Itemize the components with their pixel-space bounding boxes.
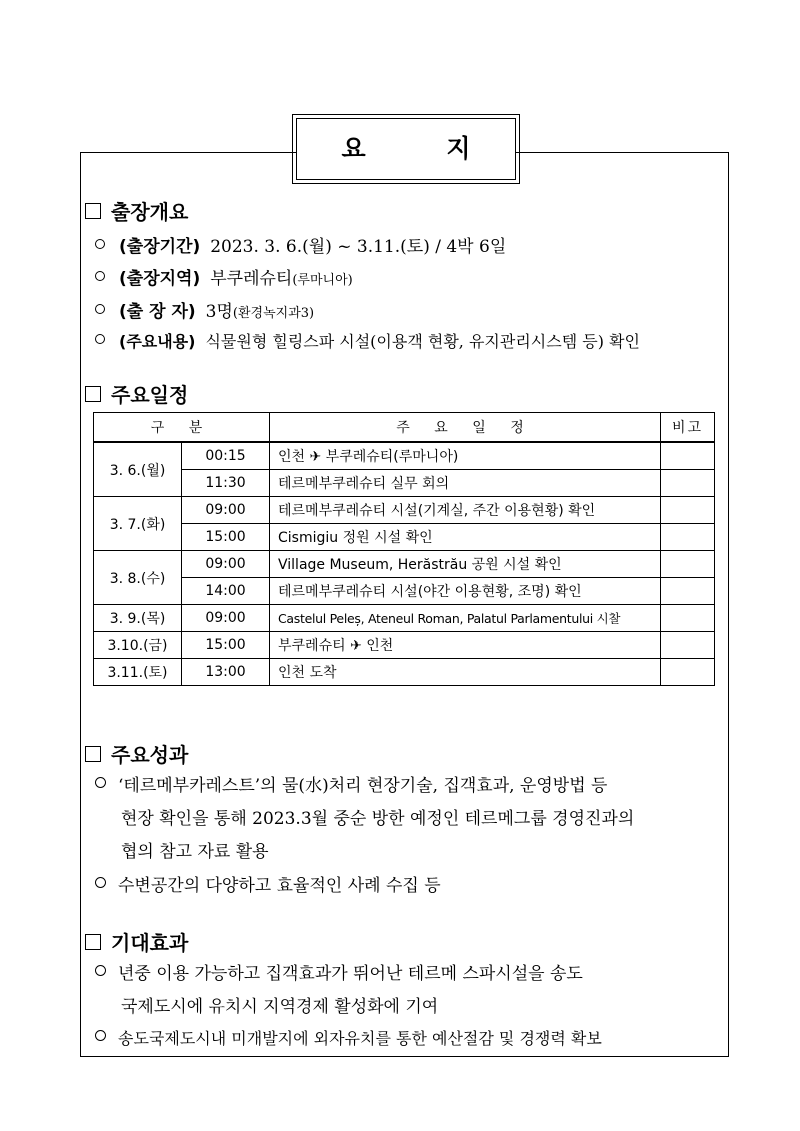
desc-cell: Cismigiu 정원 시설 확인 xyxy=(270,524,661,551)
effects-heading-text: 기대효과 xyxy=(111,931,189,955)
square-bullet-icon xyxy=(85,203,101,219)
page-title: 요 지 xyxy=(341,134,507,163)
results-item xyxy=(95,870,725,903)
date-cell: 3. 6.(월) xyxy=(94,442,182,497)
remark-cell xyxy=(661,442,715,470)
effects-line xyxy=(95,1022,725,1056)
overview-value: 식물원형 힐링스파 시설(이용객 현황, 유지관리시스템 등) 확인 xyxy=(205,332,640,351)
results-text: ‘테르메부카레스트’의 물(水)처리 현장기술, 집객효과, 운영방법 등 xyxy=(118,776,608,796)
remark-cell xyxy=(661,578,715,605)
overview-label: (출 장 자) xyxy=(119,302,196,322)
effects-text: 년중 이용 가능하고 집객효과가 뛰어난 테르메 스파시설을 송도 xyxy=(118,964,583,984)
time-cell: 11:30 xyxy=(182,470,270,497)
overview-item xyxy=(95,297,314,322)
effects-heading xyxy=(85,927,188,956)
schedule-table xyxy=(93,412,715,686)
overview-heading xyxy=(85,196,188,225)
circle-bullet-icon xyxy=(95,777,106,788)
effects-item xyxy=(95,958,725,1024)
desc-cell: 인천 도착 xyxy=(270,659,661,686)
overview-label: (출장기간) xyxy=(119,237,201,257)
overview-heading-text: 출장개요 xyxy=(111,200,189,224)
remark-cell xyxy=(661,605,715,632)
overview-label: (출장지역) xyxy=(119,269,201,289)
time-cell: 00:15 xyxy=(182,442,270,470)
desc-cell: Castelul Peleș, Ateneul Roman, Palatul Parlamentului 시찰 xyxy=(270,605,661,632)
desc-cell: Village Museum, Herăstrău 공원 시설 확인 xyxy=(270,551,661,578)
time-cell: 09:00 xyxy=(182,497,270,524)
frame-top-left-rule xyxy=(80,152,298,153)
desc-cell: 인천 ✈ 부쿠레슈티(루마니아) xyxy=(270,442,661,470)
results-text: 수변공간의 다양하고 효율적인 사례 수집 등 xyxy=(118,876,441,896)
results-text: 협의 참고 자료 활용 xyxy=(121,842,269,862)
table-row xyxy=(94,442,715,470)
overview-label: (주요내용) xyxy=(119,332,196,351)
overview-item xyxy=(95,329,640,352)
time-cell: 09:00 xyxy=(182,551,270,578)
overview-value: 2023. 3. 6.(월) ~ 3.11.(토) / 4박 6일 xyxy=(210,237,507,257)
time-cell: 15:00 xyxy=(182,524,270,551)
effects-text: 국제도시에 유치시 지역경제 활성화에 기여 xyxy=(121,997,439,1017)
date-cell: 3. 9.(목) xyxy=(94,605,182,632)
circle-bullet-icon xyxy=(95,334,105,344)
effects-text: 송도국제도시내 미개발지에 외자유치를 통한 예산절감 및 경쟁력 확보 xyxy=(118,1029,602,1048)
circle-bullet-icon xyxy=(95,1030,106,1041)
results-line xyxy=(95,870,725,903)
circle-bullet-icon xyxy=(95,304,105,314)
table-row xyxy=(94,524,715,551)
overview-note: (루마니아) xyxy=(292,273,353,288)
remark-cell xyxy=(661,632,715,659)
header-schedule: 주 요 일 정 xyxy=(270,413,661,443)
overview-note: (환경녹지과3) xyxy=(232,306,315,321)
square-bullet-icon xyxy=(85,746,101,762)
results-line xyxy=(95,770,725,803)
table-row xyxy=(94,659,715,686)
table-row xyxy=(94,632,715,659)
overview-item xyxy=(95,264,353,289)
square-bullet-icon xyxy=(85,386,101,402)
date-cell: 3. 8.(수) xyxy=(94,551,182,605)
remark-cell xyxy=(661,497,715,524)
desc-cell: 테르메부쿠레슈티 시설(기계실, 주간 이용현황) 확인 xyxy=(270,497,661,524)
overview-item xyxy=(95,232,506,257)
header-category: 구 분 xyxy=(94,413,270,443)
title-box xyxy=(296,118,516,180)
time-cell: 13:00 xyxy=(182,659,270,686)
overview-value: 부쿠레슈티 xyxy=(210,269,293,289)
schedule-heading xyxy=(85,379,188,408)
results-item xyxy=(95,770,725,869)
effects-line xyxy=(95,958,725,991)
remark-cell xyxy=(661,659,715,686)
desc-cell: 테르메부쿠레슈티 실무 회의 xyxy=(270,470,661,497)
time-cell: 15:00 xyxy=(182,632,270,659)
circle-bullet-icon xyxy=(95,239,105,249)
table-row xyxy=(94,497,715,524)
table-row xyxy=(94,551,715,578)
circle-bullet-icon xyxy=(95,271,105,281)
table-row xyxy=(94,605,715,632)
overview-value: 3명 xyxy=(205,302,233,322)
header-remarks: 비고 xyxy=(661,413,715,443)
schedule-heading-text: 주요일정 xyxy=(111,383,189,407)
results-text: 현장 확인을 통해 2023.3월 중순 방한 예정인 테르메그룹 경영진과의 xyxy=(121,809,635,829)
date-cell: 3.10.(금) xyxy=(94,632,182,659)
desc-cell: 부쿠레슈티 ✈ 인천 xyxy=(270,632,661,659)
circle-bullet-icon xyxy=(95,877,106,888)
results-heading xyxy=(85,739,188,768)
circle-bullet-icon xyxy=(95,965,106,976)
time-cell: 14:00 xyxy=(182,578,270,605)
remark-cell xyxy=(661,524,715,551)
frame-top-right-rule xyxy=(512,152,728,153)
remark-cell xyxy=(661,470,715,497)
effects-item xyxy=(95,1022,725,1056)
remark-cell xyxy=(661,551,715,578)
results-heading-text: 주요성과 xyxy=(111,743,189,767)
table-row xyxy=(94,578,715,605)
date-cell: 3. 7.(화) xyxy=(94,497,182,551)
square-bullet-icon xyxy=(85,934,101,950)
date-cell: 3.11.(토) xyxy=(94,659,182,686)
table-header-row xyxy=(94,413,715,443)
table-row xyxy=(94,470,715,497)
desc-cell: 테르메부쿠레슈티 시설(야간 이용현황, 조명) 확인 xyxy=(270,578,661,605)
time-cell: 09:00 xyxy=(182,605,270,632)
